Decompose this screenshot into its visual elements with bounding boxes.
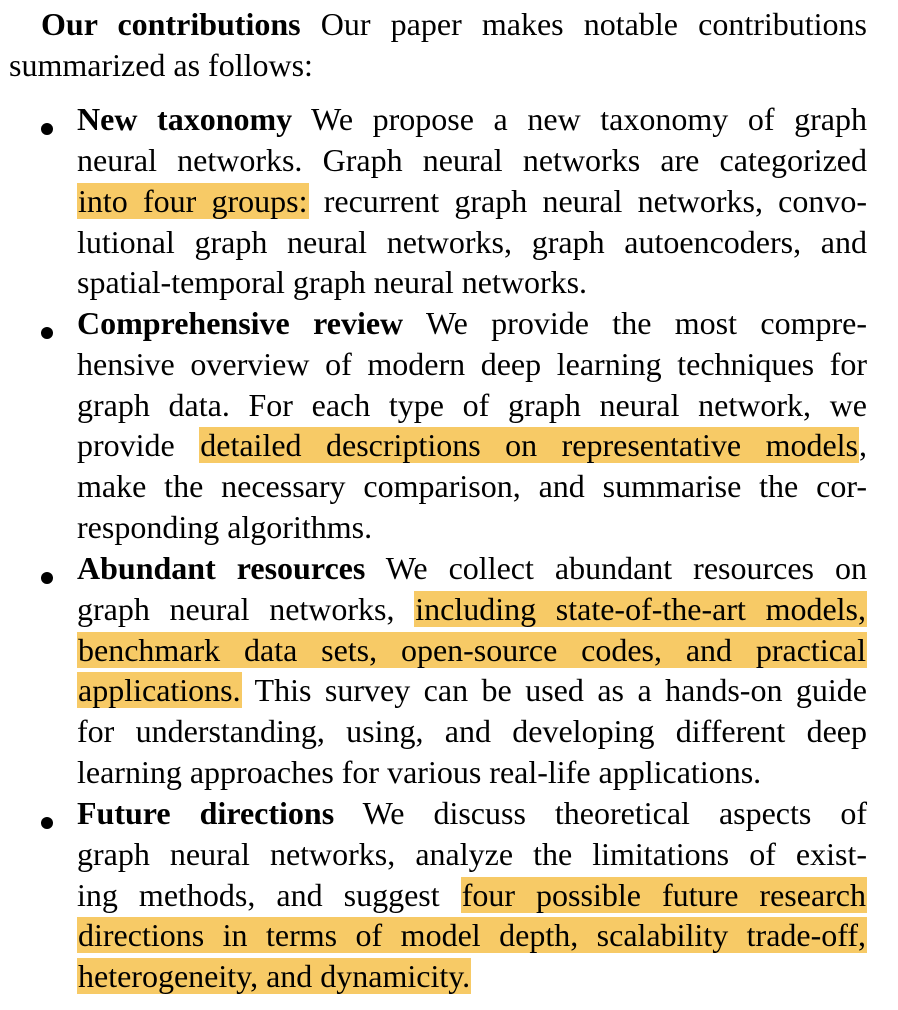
item-4-line-3	[77, 875, 867, 916]
item-3-line-1	[77, 548, 867, 589]
heading-text: summarized as follows:	[9, 47, 313, 83]
item-title: Abundant resources	[77, 550, 366, 586]
item-3-line-4	[77, 670, 867, 711]
item-3-line-2	[77, 589, 867, 630]
bullet-icon	[41, 123, 53, 135]
item-text: graph neural networks, analyze the limitations of exist-	[77, 836, 867, 872]
heading-line-2	[9, 45, 867, 86]
item-text: ,	[859, 427, 868, 463]
item-text: recurrent graph neural networks, convo-	[308, 183, 868, 219]
item-text: We discuss theoretical aspects of	[334, 795, 868, 831]
item-3-line-6	[77, 752, 867, 793]
highlighted-text: including state-of-the-art models,	[415, 591, 867, 627]
item-4-line-1	[77, 793, 867, 834]
item-text: graph neural networks,	[77, 591, 415, 627]
item-2-line-3	[77, 385, 867, 426]
item-title: Comprehensive review	[77, 305, 404, 341]
item-text: make the necessary comparison, and summarise the cor-	[77, 468, 867, 504]
item-text: We collect abundant resources on	[365, 550, 868, 586]
highlighted-text: heterogeneity, and dynamicity.	[78, 958, 471, 994]
highlighted-text: benchmark data sets, open-source codes, and practical	[78, 632, 866, 668]
highlighted-text: applications.	[78, 672, 241, 708]
item-1-line-1	[77, 99, 867, 140]
item-text: responding algorithms.	[77, 509, 373, 545]
item-1-line-3	[77, 181, 867, 222]
item-text: We provide the most compre-	[403, 305, 868, 341]
item-text: provide	[77, 427, 200, 463]
bullet-icon	[41, 327, 53, 339]
heading-line-1	[41, 4, 867, 45]
item-text: We propose a new taxonomy of graph	[292, 101, 867, 137]
heading-title: Our contributions	[41, 6, 301, 42]
heading-text: Our paper makes notable contributions	[300, 6, 868, 42]
highlighted-text: directions in terms of model depth, scalability trade-off,	[78, 917, 866, 953]
item-text: This survey can be used as a hands-on guide	[241, 672, 867, 708]
item-1-line-2	[77, 140, 867, 181]
item-text: graph data. For each type of graph neural network, we	[77, 387, 867, 423]
item-2-line-4	[77, 425, 867, 466]
item-text: hensive overview of modern deep learning techniques for	[77, 346, 867, 382]
item-3-line-3	[77, 630, 867, 671]
item-4-line-5	[77, 956, 867, 997]
item-title: Future directions	[77, 795, 335, 831]
item-2-line-6	[77, 507, 867, 548]
item-2-line-2	[77, 344, 867, 385]
item-1-line-4	[77, 222, 867, 263]
highlighted-text: into four groups:	[78, 183, 308, 219]
item-1-line-5	[77, 262, 867, 303]
highlighted-text: detailed descriptions on representative models	[200, 427, 859, 463]
item-2-line-5	[77, 466, 867, 507]
item-text: learning approaches for various real-life applications.	[77, 754, 762, 790]
item-text: for understanding, using, and developing different deep	[77, 713, 867, 749]
item-3-line-5	[77, 711, 867, 752]
item-2-line-1	[77, 303, 867, 344]
item-text: neural networks. Graph neural networks are categorized	[77, 142, 867, 178]
item-title: New taxonomy	[77, 101, 293, 137]
item-text: lutional graph neural networks, graph autoencoders, and	[77, 224, 867, 260]
highlighted-text: four possible future research	[461, 877, 867, 913]
item-4-line-2	[77, 834, 867, 875]
bullet-icon	[41, 817, 53, 829]
item-text: spatial-temporal graph neural networks.	[77, 264, 588, 300]
item-text: ing methods, and suggest	[77, 877, 461, 913]
bullet-icon	[41, 572, 53, 584]
item-4-line-4	[77, 915, 867, 956]
